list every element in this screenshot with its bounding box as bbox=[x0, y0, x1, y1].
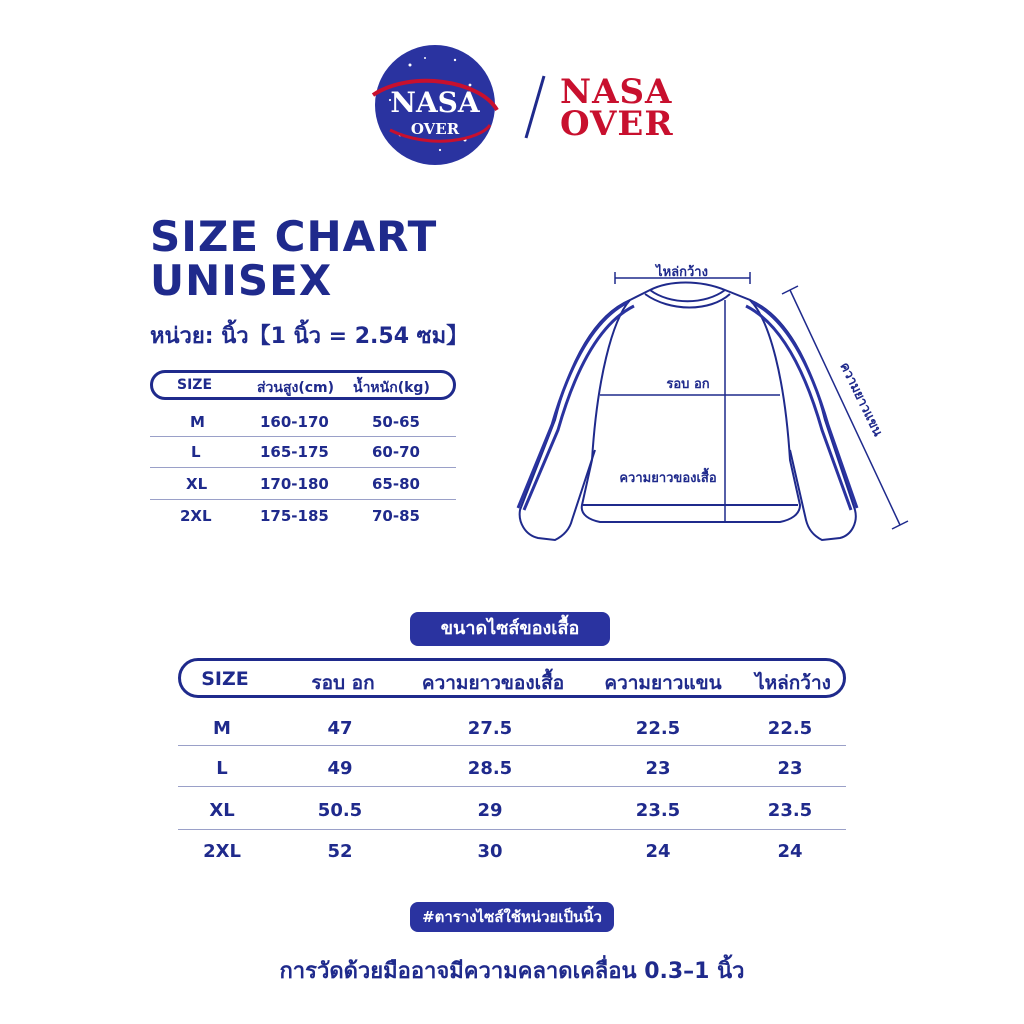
chest-label: รอบ อก bbox=[666, 377, 710, 392]
page-title: SIZE CHART UNISEX bbox=[150, 212, 438, 305]
big-cell: M bbox=[213, 718, 231, 739]
small-cell: 70-85 bbox=[372, 507, 420, 525]
nasa-over-logo bbox=[370, 40, 500, 170]
small-cell: 2XL bbox=[180, 507, 212, 525]
big-cell: 24 bbox=[645, 841, 671, 862]
big-cell: 47 bbox=[327, 718, 353, 739]
svg-text:OVER: OVER bbox=[410, 120, 460, 138]
big-header-chest: รอบ อก bbox=[311, 672, 375, 694]
big-header-length: ความยาวของเสื้อ bbox=[421, 672, 565, 694]
small-header-weight: น้ำหนัก(kg) bbox=[353, 380, 430, 396]
row-divider bbox=[150, 467, 456, 468]
section-title: ขนาดไซส์ของเสื้อ bbox=[410, 612, 610, 646]
divider-slash bbox=[520, 72, 550, 142]
small-cell: 165-175 bbox=[260, 443, 329, 461]
small-cell: M bbox=[190, 413, 205, 431]
shoulder-label: ไหล่กว้าง bbox=[656, 265, 708, 280]
big-cell: 28.5 bbox=[467, 758, 513, 779]
hashtag-badge: #ตารางไซส์ใช้หน่วยเป็นนิ้ว bbox=[410, 902, 614, 932]
big-cell: 22.5 bbox=[767, 718, 813, 739]
sweatshirt-diagram bbox=[500, 260, 920, 570]
big-header-size: SIZE bbox=[201, 668, 249, 690]
big-table-header bbox=[178, 658, 846, 698]
measurement-note: การวัดด้วยมืออาจมีความคลาดเคลื่อน 0.3–1 นิ้ว bbox=[279, 959, 745, 984]
big-cell: XL bbox=[209, 800, 235, 821]
row-divider bbox=[178, 745, 846, 746]
length-label: ความยาวของเสื้อ bbox=[619, 471, 717, 486]
big-cell: 2XL bbox=[203, 841, 241, 862]
small-cell: L bbox=[191, 443, 201, 461]
big-header-shoulder: ไหล่กว้าง bbox=[755, 672, 831, 694]
big-cell: 24 bbox=[777, 841, 803, 862]
small-header-size: SIZE bbox=[177, 377, 213, 393]
big-cell: 50.5 bbox=[317, 800, 363, 821]
small-cell: 175-185 bbox=[260, 507, 329, 525]
big-cell: 22.5 bbox=[635, 718, 681, 739]
row-divider bbox=[178, 786, 846, 787]
small-cell: 160-170 bbox=[260, 413, 329, 431]
big-cell: 29 bbox=[477, 800, 503, 821]
row-divider bbox=[178, 829, 846, 830]
big-cell: 49 bbox=[327, 758, 353, 779]
small-cell: 65-80 bbox=[372, 475, 420, 493]
brand-name: NASA OVER bbox=[560, 72, 674, 144]
svg-text:NASA: NASA bbox=[390, 86, 480, 119]
row-divider bbox=[150, 436, 456, 437]
small-cell: XL bbox=[186, 475, 208, 493]
big-header-sleeve: ความยาวแขน bbox=[604, 672, 722, 694]
big-cell: 23 bbox=[645, 758, 671, 779]
big-cell: L bbox=[216, 758, 228, 779]
row-divider bbox=[150, 499, 456, 500]
small-header-height: ส่วนสูง(cm) bbox=[257, 380, 335, 396]
big-cell: 23.5 bbox=[635, 800, 681, 821]
big-cell: 52 bbox=[327, 841, 353, 862]
big-cell: 23 bbox=[777, 758, 803, 779]
big-cell: 27.5 bbox=[467, 718, 513, 739]
small-cell: 50-65 bbox=[372, 413, 420, 431]
unit-text: หน่วย: นิ้ว【1 นิ้ว = 2.54 ซม】 bbox=[150, 324, 469, 349]
big-cell: 30 bbox=[477, 841, 503, 862]
small-cell: 170-180 bbox=[260, 475, 329, 493]
sleeve-label: ความยาวแขน bbox=[836, 360, 886, 439]
small-table-header bbox=[150, 370, 456, 400]
big-cell: 23.5 bbox=[767, 800, 813, 821]
small-cell: 60-70 bbox=[372, 443, 420, 461]
